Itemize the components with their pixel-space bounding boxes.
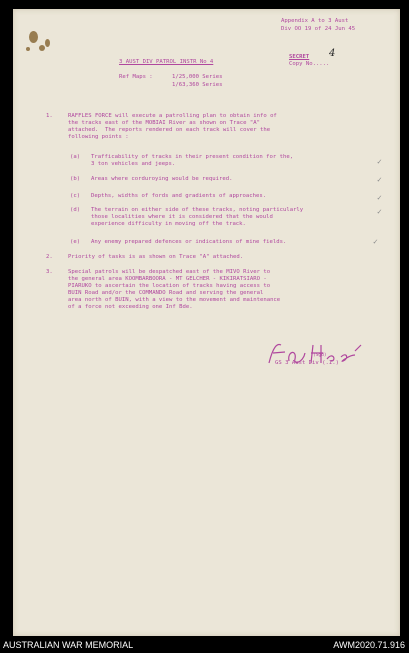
check-mark: ✓ [377, 207, 382, 216]
check-mark: ✓ [377, 193, 382, 202]
signature-sgd: (Sgd) [313, 353, 327, 358]
stain-mark [29, 31, 38, 43]
subitem-line: those localities where it is considered that the would [91, 214, 273, 220]
item-line: PIARUKO to ascertain the location of tracks having access to [68, 283, 271, 289]
check-mark: ✓ [377, 157, 382, 166]
check-mark: ✓ [377, 175, 382, 184]
subitem-line: Any enemy prepared defences or indications of mine fields. [91, 239, 287, 245]
subitem-line: experience difficulty in moving off the track. [91, 221, 246, 227]
item-number: 1. [46, 113, 53, 119]
copy-handwritten: 4 [329, 48, 336, 59]
subitem-letter: (b) [70, 176, 81, 182]
subitem-line: Depths, widths of fords and gradients of approaches. [91, 193, 267, 199]
subitem-line: 3 ton vehicles and jeeps. [91, 161, 176, 167]
subitem-letter: (d) [70, 207, 81, 213]
item-line: following points : [68, 134, 129, 140]
item-line: BUIN Road and/or the COMMANDO Road and serving the general [68, 290, 264, 296]
secret-marking: SECRET [289, 54, 310, 60]
item-line: the tracks east of the MOBIAI River as shown on Trace "A" [68, 120, 260, 126]
copy-number: Copy No..... [289, 61, 330, 67]
stain-mark [39, 45, 45, 51]
subitem-letter: (e) [70, 239, 81, 245]
footer-bar [0, 637, 409, 653]
item-line: attached. The reports rendered on each track will cover the [68, 127, 271, 133]
item-number: 2. [46, 254, 53, 260]
stain-mark [26, 47, 30, 51]
item-line: RAFFLES FORCE will execute a patrolling plan to obtain info of [68, 113, 277, 119]
subitem-line: Areas where corduroying would be required. [91, 176, 233, 182]
item-number: 3. [46, 269, 53, 275]
subitem-letter: (c) [70, 193, 81, 199]
ref-maps-label: Ref Maps : [119, 74, 153, 80]
subitem-line: The terrain on either side of these tracks, noting particularly [91, 207, 304, 213]
footer-institution: AUSTRALIAN WAR MEMORIAL [3, 640, 134, 650]
item-line: of a force not exceeding one Inf Bde. [68, 304, 193, 310]
document-sheet [13, 9, 400, 636]
subitem-letter: (a) [70, 154, 81, 160]
item-line: Priority of tasks is as shown on Trace "A" attached. [68, 254, 244, 260]
footer-accession: AWM2020.71.916 [333, 640, 405, 650]
page-title: 3 AUST DIV PATROL INSTR No 4 [119, 59, 214, 65]
signature-line: GS 3 Aust Div (.I.) [275, 360, 339, 366]
stain-mark [45, 39, 50, 47]
ref-maps-line1: 1/25,000 Series [172, 74, 223, 80]
subitem-line: Trafficability of tracks in their present condition for the, [91, 154, 294, 160]
item-line: the general area KOOMBARBOORA - MT GELCHER - KIKIRATSIARO - [68, 276, 267, 282]
appendix-line2: Div OO 19 of 24 Jun 45 [281, 26, 356, 32]
item-line: area north of BUIN, with a view to the movement and maintenance [68, 297, 281, 303]
item-line: Special patrols will be despatched east of the MIVO River to [68, 269, 271, 275]
appendix-line1: Appendix A to 3 Aust [281, 18, 349, 24]
ref-maps-line2: 1/63,360 Series [172, 82, 223, 88]
check-mark: ✓ [373, 237, 378, 246]
